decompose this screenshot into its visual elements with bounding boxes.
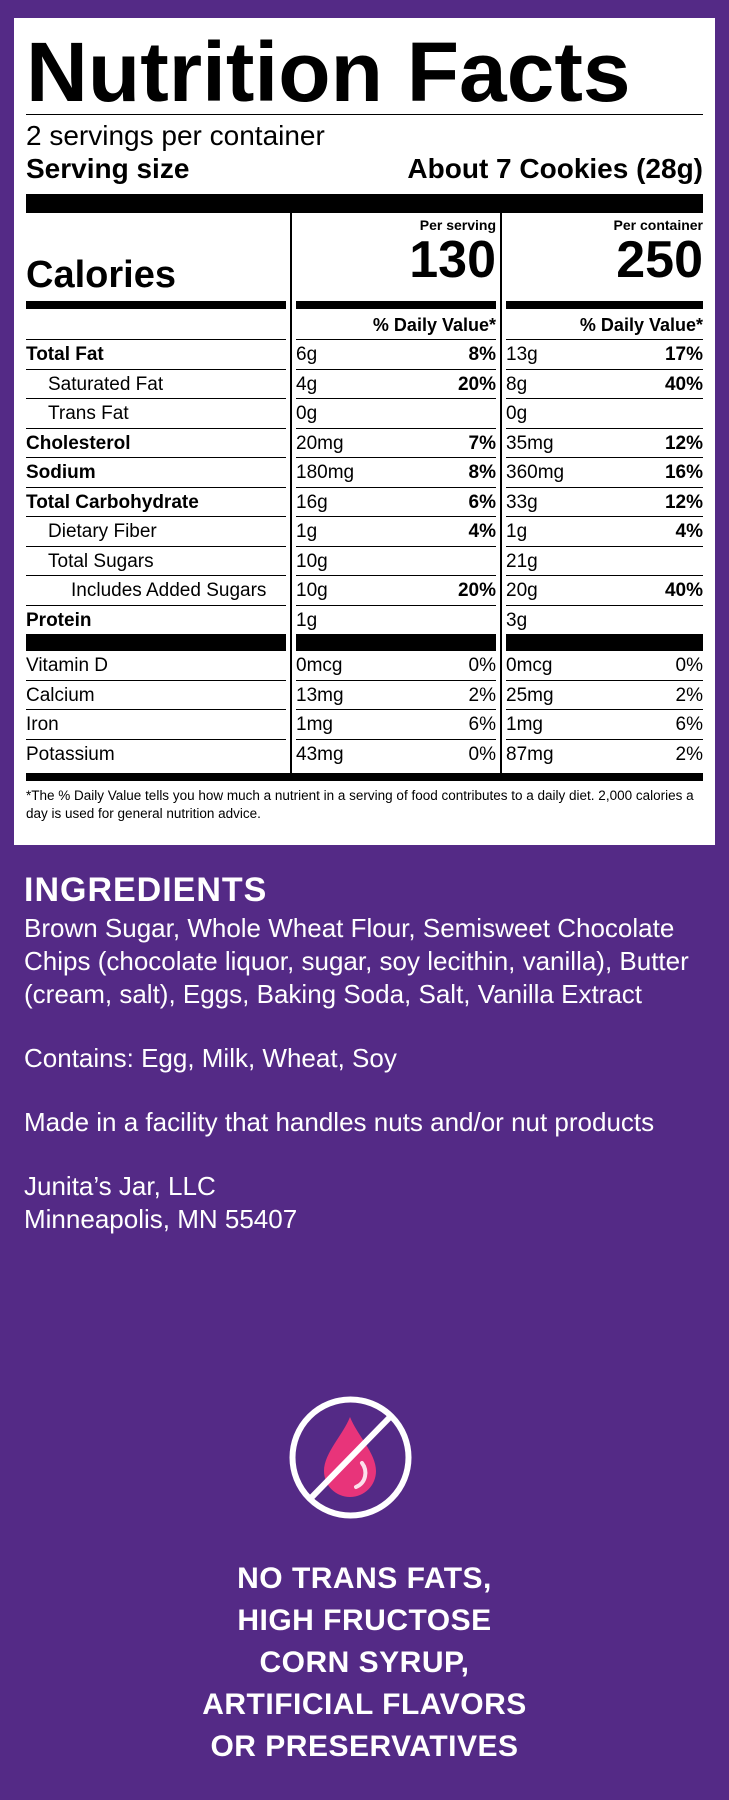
- thick-divider: [506, 635, 703, 651]
- nutrient-row: [26, 710, 286, 740]
- column-divider: [500, 213, 502, 773]
- nutrient-row: [26, 651, 286, 681]
- container-amount: 35mg: [506, 432, 554, 454]
- per-container-column: [506, 213, 703, 768]
- nutrient-grid: [26, 213, 703, 773]
- container-amount: 3g: [506, 609, 528, 631]
- serving-daily-value: 0%: [468, 743, 496, 765]
- serving-row: [296, 606, 496, 636]
- nutrient-row: [26, 370, 286, 400]
- serving-amount: 16g: [296, 491, 328, 513]
- daily-value-header: % Daily Value*: [506, 309, 703, 340]
- serving-row: [296, 370, 496, 400]
- container-row: [506, 458, 703, 488]
- container-row: [506, 576, 703, 606]
- container-row: [506, 651, 703, 681]
- nutrient-row: [26, 547, 286, 577]
- serving-row: [296, 740, 496, 769]
- servings-per-container: 2 servings per container: [26, 120, 325, 151]
- container-row: [506, 399, 703, 429]
- serving-daily-value: 20%: [457, 580, 496, 601]
- serving-amount: 20mg: [296, 432, 344, 454]
- container-amount: 21g: [506, 550, 538, 572]
- serving-row: [296, 547, 496, 577]
- serving-daily-value: 4%: [468, 521, 496, 542]
- ingredients-title: INGREDIENTS: [24, 871, 268, 909]
- container-amount: 87mg: [506, 743, 554, 765]
- claim-line: HIGH FRUCTOSE: [237, 1604, 492, 1637]
- serving-daily-value: 6%: [468, 714, 496, 735]
- ingredients-section: [24, 870, 714, 1236]
- container-amount: 13g: [506, 344, 538, 365]
- nutrient-row: [26, 399, 286, 429]
- serving-amount: 13mg: [296, 684, 344, 706]
- nutrient-row: [26, 576, 286, 606]
- dv-header-spacer: [26, 309, 286, 340]
- serving-size-label: Serving size: [26, 153, 190, 184]
- container-daily-value: 40%: [664, 580, 703, 601]
- thick-divider: [506, 301, 703, 309]
- nutrient-names-column: [26, 213, 286, 768]
- nutrient-name: Total Sugars: [48, 550, 154, 572]
- serving-row: [296, 681, 496, 711]
- serving-daily-value: 6%: [468, 491, 496, 513]
- serving-amount: 10g: [296, 580, 328, 601]
- daily-value-header: % Daily Value*: [296, 309, 496, 340]
- container-amount: 33g: [506, 491, 538, 513]
- container-daily-value: 4%: [675, 521, 703, 542]
- container-row: [506, 547, 703, 577]
- container-amount: 1g: [506, 521, 528, 542]
- nutrient-row: [26, 458, 286, 488]
- container-amount: 8g: [506, 373, 528, 395]
- serving-row: [296, 651, 496, 681]
- container-row: [506, 740, 703, 769]
- nutrient-name: Total Carbohydrate: [26, 491, 199, 513]
- container-daily-value: 2%: [675, 743, 703, 765]
- claim-line: NO TRANS FATS,: [237, 1562, 492, 1595]
- claim-line: OR PRESERVATIVES: [210, 1730, 519, 1763]
- container-amount: 1mg: [506, 714, 543, 735]
- serving-row: [296, 340, 496, 370]
- container-daily-value: 2%: [675, 684, 703, 706]
- container-daily-value: 12%: [664, 491, 703, 513]
- thick-divider: [26, 194, 703, 213]
- company-name: Junita’s Jar, LLC: [24, 1171, 216, 1201]
- serving-row: [296, 710, 496, 740]
- container-row: [506, 517, 703, 547]
- serving-amount: 0g: [296, 403, 318, 424]
- nutrient-row: [26, 517, 286, 547]
- container-row: [506, 710, 703, 740]
- thick-divider: [26, 635, 286, 651]
- serving-amount: 1g: [296, 521, 318, 542]
- nutrient-name: Vitamin D: [26, 655, 109, 676]
- container-daily-value: 0%: [675, 655, 703, 676]
- serving-row: [296, 517, 496, 547]
- serving-row: [296, 576, 496, 606]
- nutrient-name: Total Fat: [26, 344, 104, 365]
- serving-row: [296, 399, 496, 429]
- serving-amount: 0mcg: [296, 655, 343, 676]
- nutrient-row: [26, 429, 286, 459]
- container-row: [506, 370, 703, 400]
- serving-daily-value: 8%: [468, 462, 496, 483]
- nutrition-facts-title: Nutrition Facts: [26, 25, 631, 119]
- facility-statement: Made in a facility that handles nuts and/or nut products: [24, 1107, 655, 1137]
- allergen-statement: Contains: Egg, Milk, Wheat, Soy: [24, 1043, 397, 1073]
- per-container-label: Per container: [613, 217, 703, 233]
- nutrient-name: Includes Added Sugars: [71, 580, 267, 601]
- serving-amount: 10g: [296, 550, 328, 572]
- container-daily-value: 16%: [664, 462, 703, 483]
- container-row: [506, 681, 703, 711]
- nutrient-name: Calcium: [26, 684, 95, 706]
- daily-value-footnote: *The % Daily Value tells you how much a nutrient in a serving of food contributes to a daily diet. 2,000 calories a day is used for general nutrition advice.: [26, 788, 694, 821]
- calories-per-serving: 130: [409, 231, 496, 289]
- container-amount: 0g: [506, 403, 528, 424]
- per-serving-label: Per serving: [419, 217, 496, 233]
- serving-row: [296, 429, 496, 459]
- nutrient-row: [26, 340, 286, 370]
- serving-size-value: About 7 Cookies (28g): [407, 153, 703, 184]
- no-oil-drop-icon: [288, 1395, 413, 1520]
- container-amount: 360mg: [506, 462, 565, 483]
- serving-size-row: [26, 153, 703, 185]
- nutrient-row: [26, 488, 286, 518]
- container-row: [506, 488, 703, 518]
- nutrient-name: Potassium: [26, 743, 115, 765]
- product-claims: [0, 1558, 729, 1768]
- column-divider: [290, 213, 292, 773]
- nutrient-name: Sodium: [26, 462, 96, 483]
- container-daily-value: 17%: [664, 344, 703, 365]
- serving-amount: 43mg: [296, 743, 344, 765]
- calories-label: Calories: [26, 254, 176, 296]
- container-amount: 20g: [506, 580, 538, 601]
- nutrient-row: [26, 681, 286, 711]
- container-daily-value: 12%: [664, 432, 703, 454]
- serving-amount: 1mg: [296, 714, 333, 735]
- container-row: [506, 340, 703, 370]
- claim-line: ARTIFICIAL FLAVORS: [202, 1688, 527, 1721]
- nutrition-facts-label: [14, 18, 715, 845]
- serving-daily-value: 7%: [468, 432, 496, 454]
- nutrient-row: [26, 606, 286, 636]
- container-daily-value: 6%: [675, 714, 703, 735]
- calories-per-container: 250: [616, 231, 703, 289]
- container-amount: 0mcg: [506, 655, 553, 676]
- container-row: [506, 429, 703, 459]
- serving-amount: 4g: [296, 373, 318, 395]
- per-serving-column: [296, 213, 496, 768]
- serving-row: [296, 488, 496, 518]
- thick-divider: [296, 301, 496, 309]
- serving-daily-value: 0%: [468, 655, 496, 676]
- nutrient-name: Trans Fat: [48, 403, 129, 424]
- thick-divider: [26, 301, 286, 309]
- nutrient-name: Protein: [26, 609, 92, 631]
- serving-amount: 6g: [296, 344, 318, 365]
- container-daily-value: 40%: [664, 373, 703, 395]
- container-amount: 25mg: [506, 684, 554, 706]
- serving-daily-value: 8%: [468, 344, 496, 365]
- serving-amount: 180mg: [296, 462, 355, 483]
- serving-amount: 1g: [296, 609, 318, 631]
- nutrient-name: Iron: [26, 714, 59, 735]
- container-row: [506, 606, 703, 636]
- nutrient-row: [26, 740, 286, 769]
- claim-line: CORN SYRUP,: [259, 1646, 470, 1679]
- footnote-section: [26, 773, 703, 823]
- serving-daily-value: 2%: [468, 684, 496, 706]
- nutrient-name: Saturated Fat: [48, 373, 164, 395]
- ingredients-list: Brown Sugar, Whole Wheat Flour, Semisweet Chocolate Chips (chocolate liquor, sugar, soy lecithin, vanilla), Butter (cream, salt), Eggs, Baking Soda, Salt, Vanilla Extract: [24, 913, 689, 1009]
- company-address: Minneapolis, MN 55407: [24, 1204, 298, 1234]
- nutrient-name: Cholesterol: [26, 432, 131, 454]
- thick-divider: [296, 635, 496, 651]
- nutrient-name: Dietary Fiber: [48, 521, 157, 542]
- serving-daily-value: 20%: [457, 373, 496, 395]
- serving-row: [296, 458, 496, 488]
